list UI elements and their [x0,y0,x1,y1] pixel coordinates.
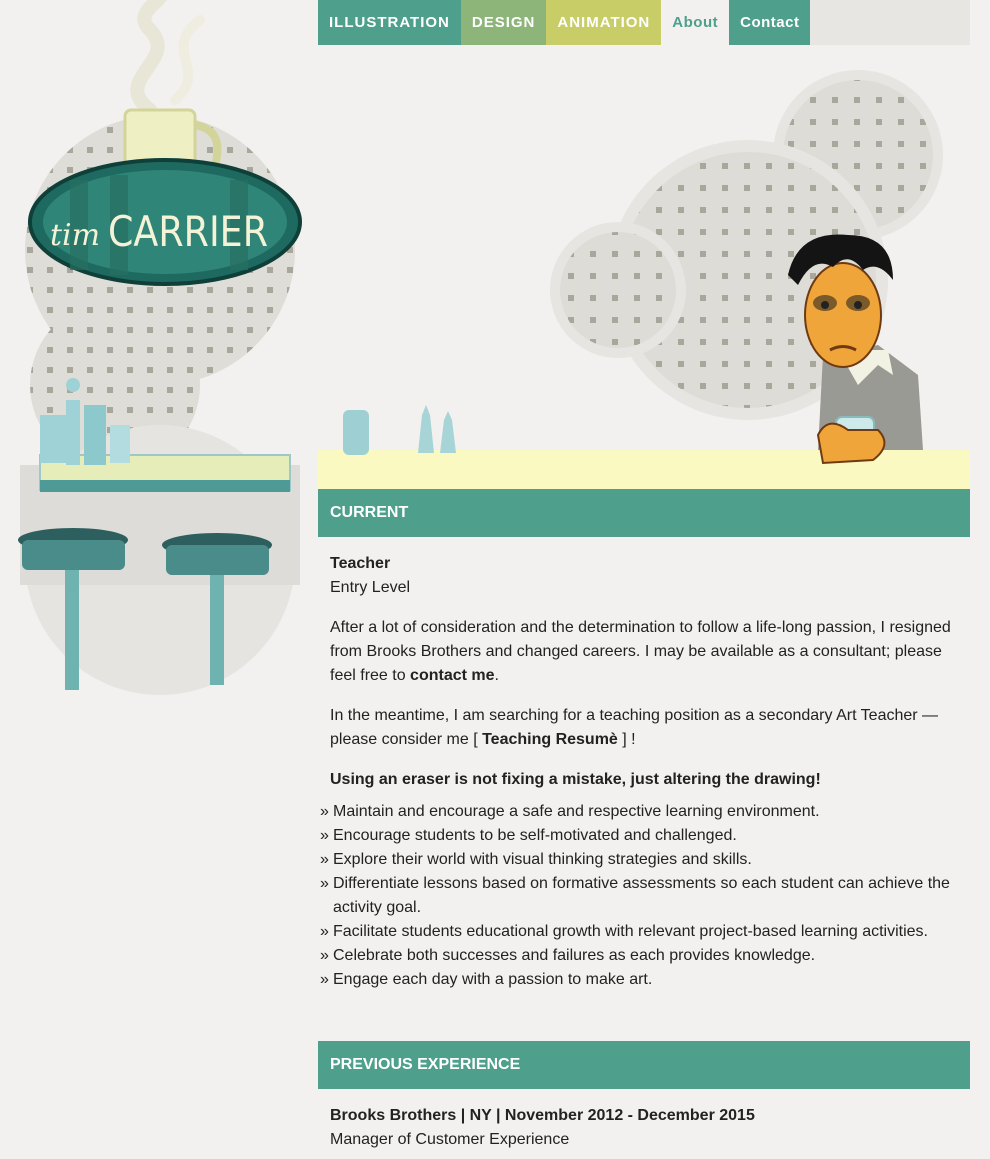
diner-logo-illustration [0,0,318,720]
nav-animation[interactable]: ANIMATION [546,0,661,45]
resume-paragraph [330,704,958,752]
hero-illustration [318,45,970,489]
previous-experience-heading: PREVIOUS EXPERIENCE [318,1041,970,1089]
list-item: » Maintain and encourage a safe and respective learning environment. [320,803,820,820]
list-item: » Encourage students to be self-motivated and challenged. [320,827,737,844]
current-content [330,552,958,792]
main-nav [318,0,970,45]
previous-job: Brooks Brothers | NY | November 2012 - December 2015 [330,1107,755,1124]
intro-text: After a lot of consideration and the determination to follow a life-long passion, I resigned from Brooks Brothers and changed careers. I may be available as a consultant; please feel free to [330,619,951,684]
nav-illustration[interactable]: ILLUSTRATION [318,0,461,45]
previous-role: Manager of Customer Experience [330,1131,570,1148]
contact-me-link[interactable]: contact me [410,667,495,684]
list-item: » Explore their world with visual thinking strategies and skills. [320,851,752,868]
nav-design[interactable]: DESIGN [461,0,547,45]
list-item: » Celebrate both successes and failures as each provides knowledge. [320,947,816,964]
teaching-bullets [320,800,970,992]
resume-text-end: ] ! [617,731,636,748]
current-heading: CURRENT [318,489,970,537]
list-item: » Differentiate lessons based on formative assessments so each student can achieve the activity goal. [320,875,950,916]
resume-text: In the meantime, I am searching for a teaching position as a secondary Art Teacher — please consider me [ [330,707,939,748]
nav-contact[interactable]: Contact [729,0,810,45]
previous-content [330,1104,958,1152]
job-level: Entry Level [330,579,411,596]
list-item: » Engage each day with a passion to make art. [320,971,653,988]
intro-text-end: . [494,667,499,684]
intro-paragraph [330,616,958,688]
nav-about[interactable]: About [661,0,729,45]
logo-text-small: tim [50,218,101,253]
job-title: Teacher [330,555,391,572]
quote: Using an eraser is not fixing a mistake, just altering the drawing! [330,771,821,788]
teaching-resume-link[interactable]: Teaching Resumè [482,731,618,748]
logo-text-big: CARRIER [108,207,268,256]
list-item: » Facilitate students educational growth with relevant project-based learning activities. [320,923,928,940]
